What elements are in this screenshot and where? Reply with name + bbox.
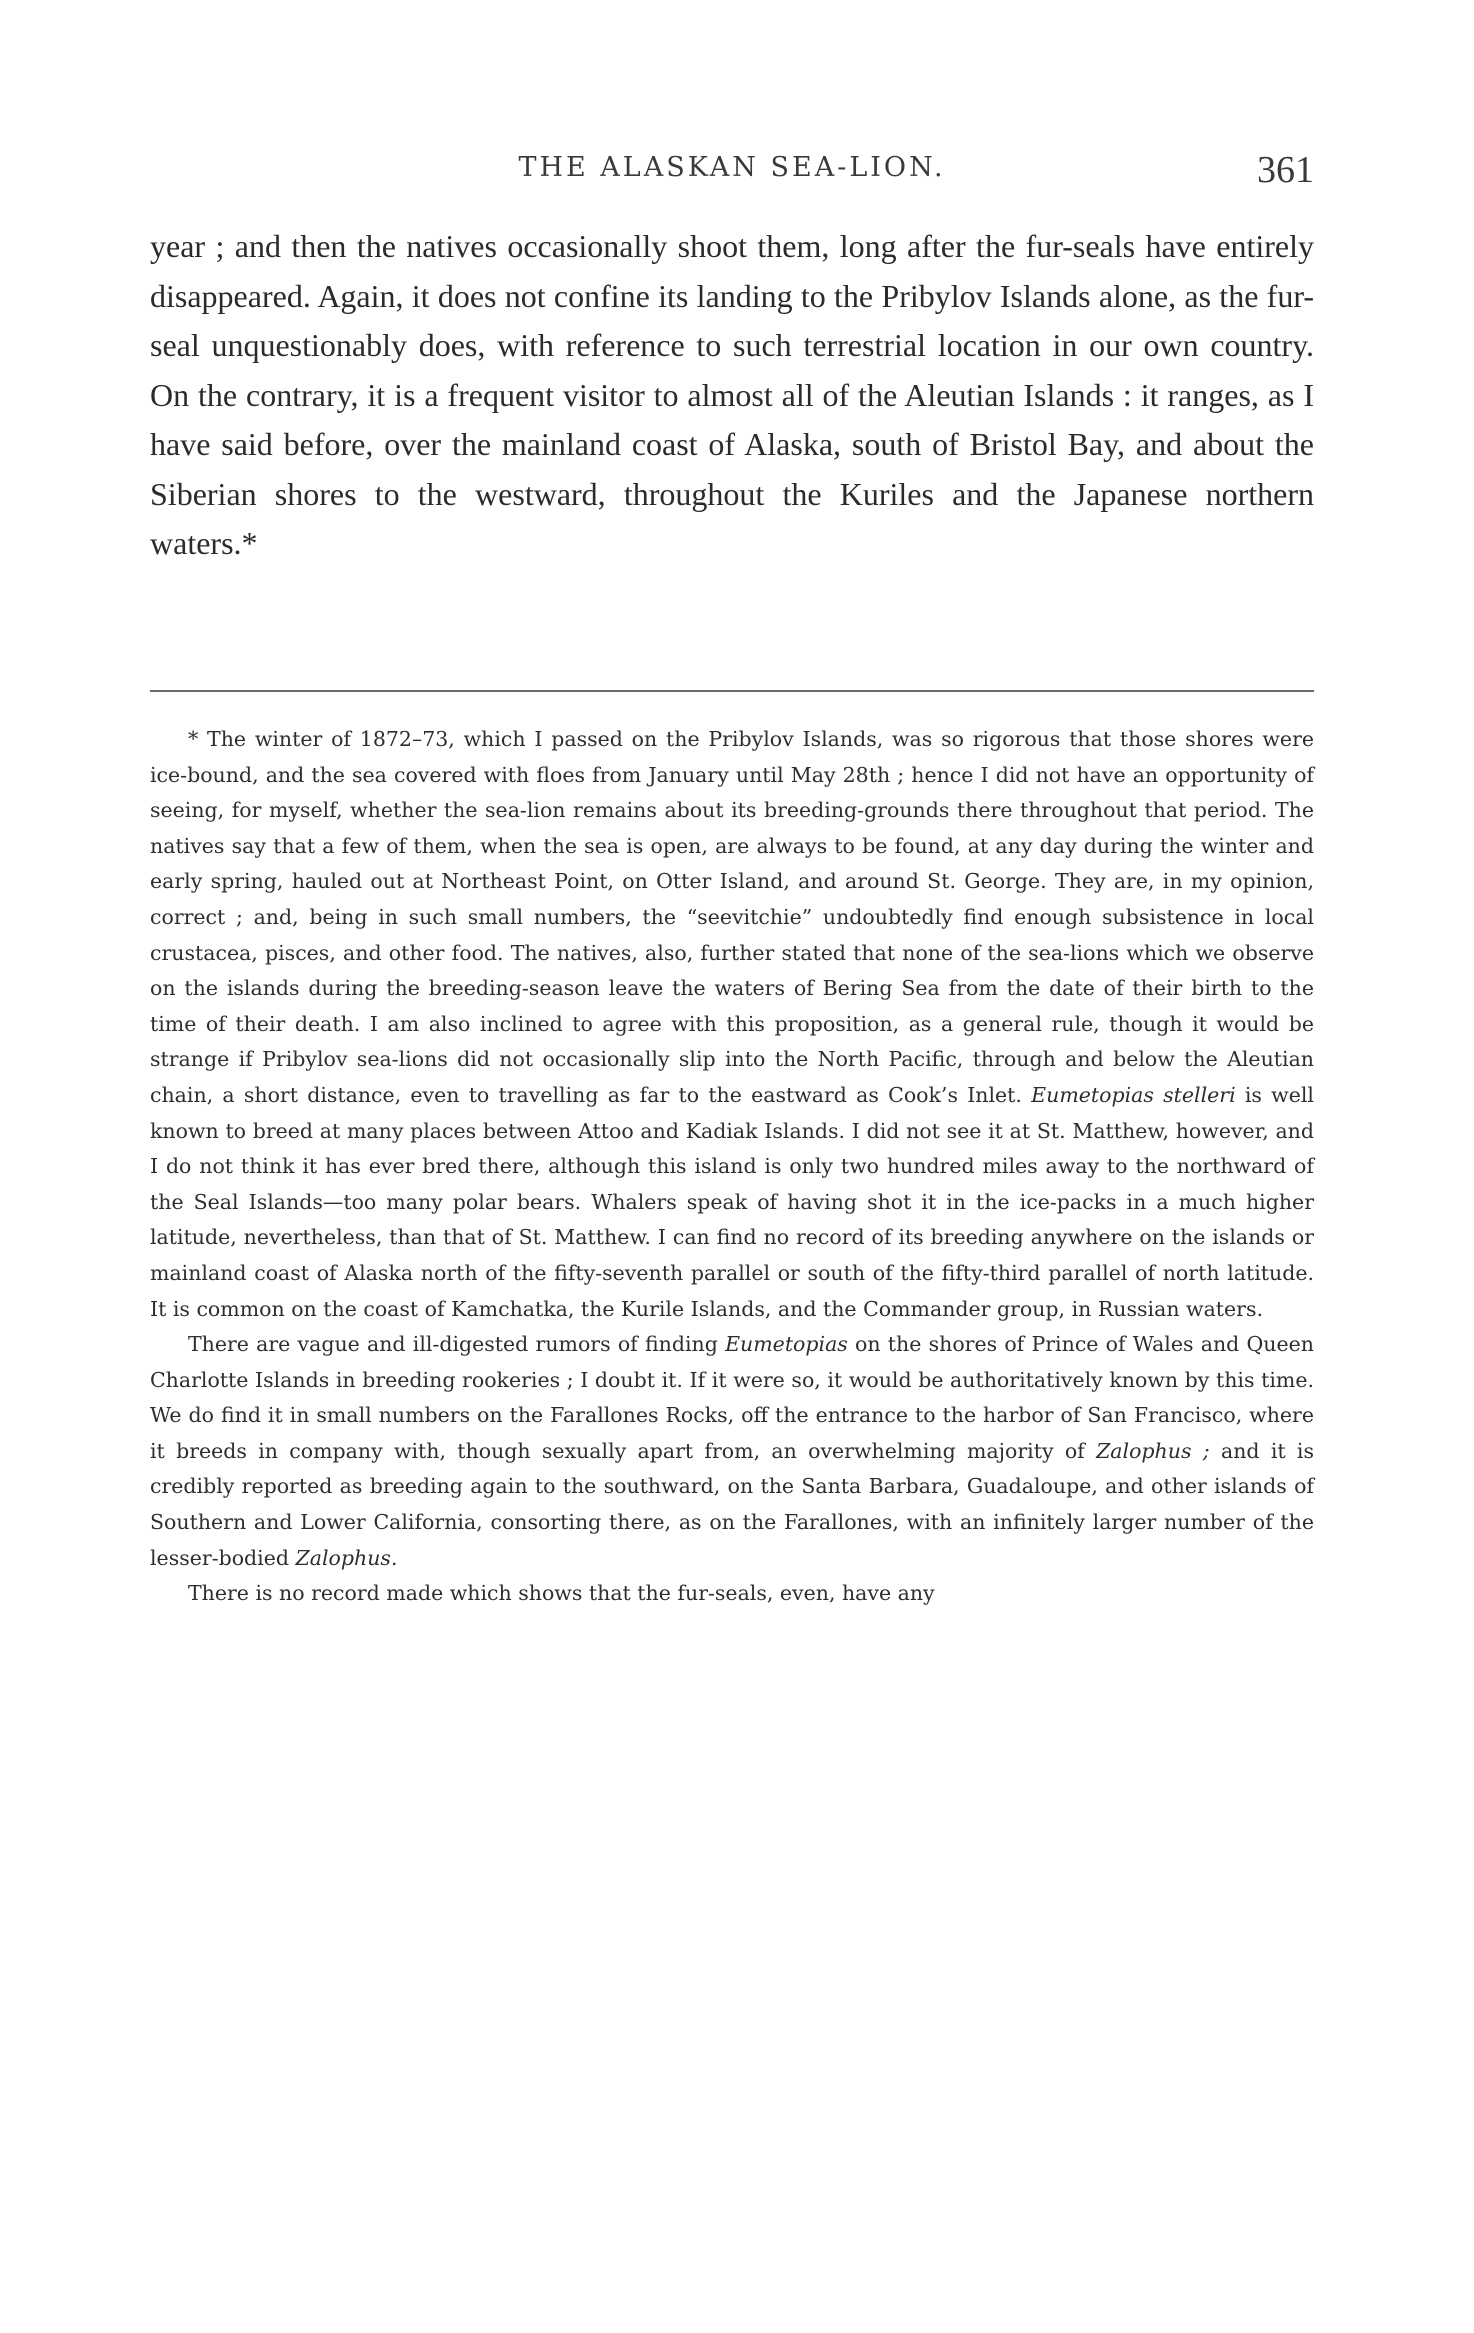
footnote-paragraph-2 (150, 1327, 1314, 1576)
main-text (150, 222, 1314, 569)
footnote-text: on the shores of Prince of Wales and Queen Charlotte Islands in breeding rookeries ; I doubt it. If it were so, it would be authoritatively known by this time. We do find it in small numbers on the Farallones Rocks, off the entrance to the harbor of San Francisco, where it breeds in company with, though sexually apart from, an overwhelming majority of (150, 1332, 1314, 1463)
species-name: Zalophus ; (1096, 1438, 1210, 1463)
page-number: 361 (1257, 149, 1314, 191)
footnote-block (150, 722, 1314, 1612)
species-name: Eumetopias (725, 1332, 848, 1357)
footnote-paragraph-3: There is no record made which shows that the fur-seals, even, have any (188, 1581, 935, 1606)
body-paragraph: year ; and then the natives occasionally shoot them, long after the fur-seals have entirely disappeared. Again, it does not confine its landing to the Pribylov Islands alone, as the fur-seal unquestionably does, with reference to such terrestrial location in our own country. On the contrary, it is a frequent visitor to almost all of the Aleutian Islands : it ranges, as I have said before, over the mainland coast of Alaska, south of Bristol Bay, and about the Siberian shores to the westward, throughout the Kuriles and the Japanese northern waters.* (150, 228, 1314, 561)
footnote-paragraph-1 (150, 722, 1314, 1327)
footnote-text: is well known to breed at many places between Attoo and Kadiak Islands. I did not see it at St. Matthew, however, and I do not think it has ever bred there, although this island is only two hundred miles away to the northward of the Seal Islands—too many polar bears. Whalers speak of having shot it in the ice-packs in a much higher latitude, nevertheless, than that of St. Matthew. I can find no record of its breeding anywhere on the islands or mainland coast of Alaska north of the fifty-seventh parallel or south of the fifty-third parallel of north latitude. It is common on the coast of Kamchatka, the Kurile Islands, and the Commander group, in Russian waters. (150, 1082, 1314, 1321)
footnote-text: There are vague and ill-digested rumors of finding (188, 1332, 718, 1357)
running-title: THE ALASKAN SEA-LION. (518, 152, 946, 183)
page-header (150, 148, 1314, 192)
footnote-divider (150, 690, 1314, 692)
species-name: Zalophus. (295, 1545, 398, 1570)
footnote-text: and it is credibly reported as breeding again to the southward, on the Santa Barbara, Guadaloupe, and other islands of Southern and Lower California, consorting there, as on the Farallones, with an infinitely larger number of the lesser-bodied (150, 1438, 1314, 1570)
species-name: Eumetopias stelleri (1031, 1082, 1236, 1107)
footnote-text: * The winter of 1872–73, which I passed on the Pribylov Islands, was so rigorous that those shores were ice-bound, and the sea covered with floes from January until May 28th ; hence I did not have an opportunity of seeing, for myself, whether the sea-lion remains about its breeding-grounds there throughout that period. The natives say that a few of them, when the sea is open, are always to be found, at any day during the winter and early spring, hauled out at Northeast Point, on Otter Island, and around St. George. They are, in my opinion, correct ; and, being in such small numbers, the “seevitchie” undoubtedly find enough subsistence in local crustacea, pisces, and other food. The natives, also, further stated that none of the sea-lions which we observe on the islands during the breeding-season leave the waters of Bering Sea from the date of their birth to the time of their death. I am also inclined to agree with this proposition, as a general rule, though it would be strange if Pribylov sea-lions did not occasionally slip into the North Pacific, through and below the Aleutian chain, a short distance, even to travelling as far to the eastward as Cook’s Inlet. (150, 727, 1314, 1107)
